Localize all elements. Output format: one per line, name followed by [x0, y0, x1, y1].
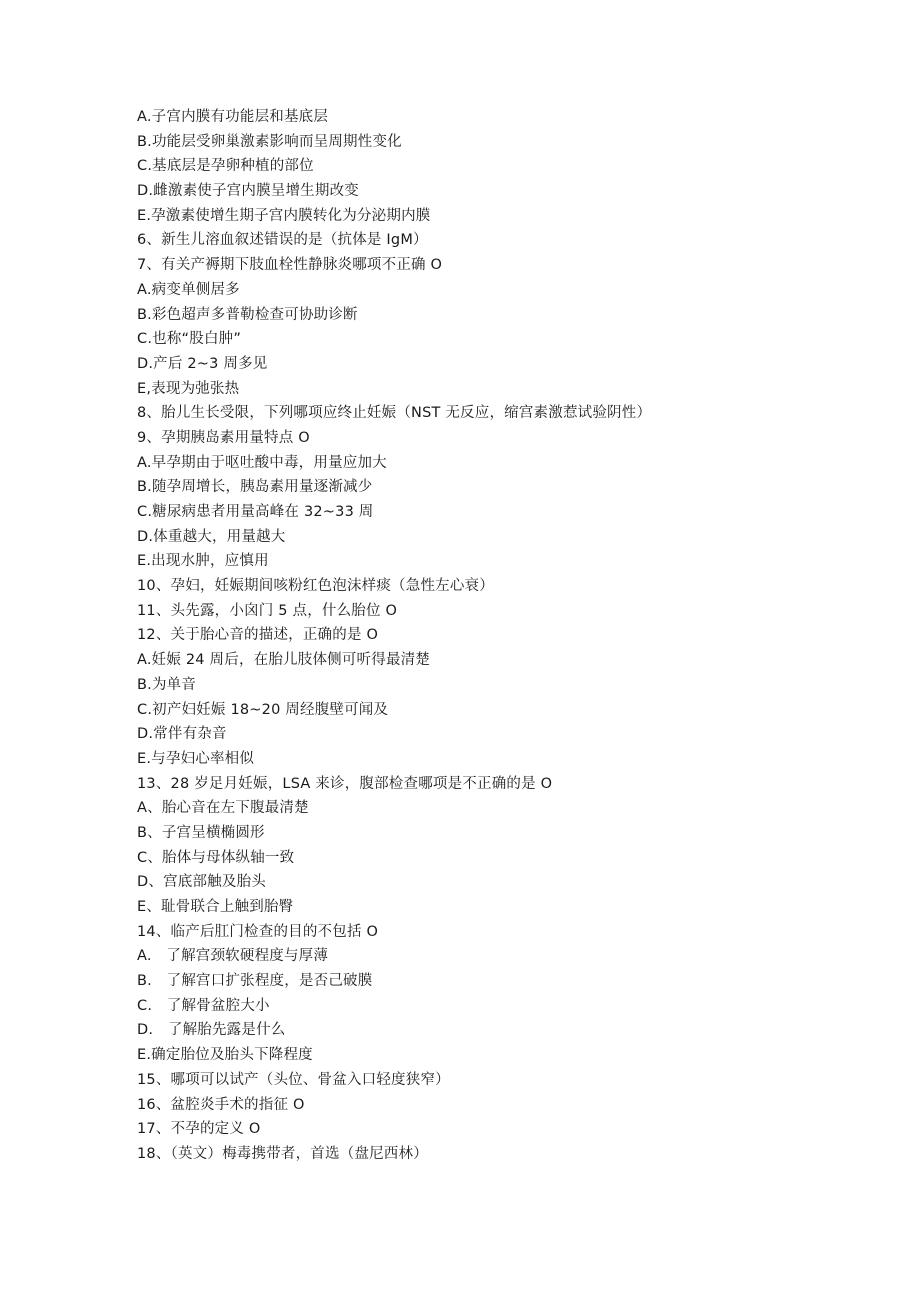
- question-line: 17、不孕的定义 O: [137, 1121, 261, 1138]
- option-line: E.孕激素使增生期子宫内膜转化为分泌期内膜: [137, 207, 431, 224]
- option-line: E.确定胎位及胎头下降程度: [137, 1047, 313, 1064]
- option-line: D. 了解胎先露是什么: [137, 1022, 286, 1039]
- option-line: A. 了解宫颈软硬程度与厚薄: [137, 948, 329, 965]
- option-line: C. 了解骨盆腔大小: [137, 997, 270, 1014]
- option-line: B.功能层受卵巢激素影响而呈周期性变化: [137, 133, 402, 150]
- option-line: B、子宫呈横椭圆形: [137, 824, 265, 841]
- option-line: B.彩色超声多普勒检查可协助诊断: [137, 306, 358, 323]
- document-body: [137, 105, 837, 1167]
- option-line: C.糖尿病患者用量高峰在 32~33 周: [137, 504, 374, 520]
- option-line: E.出现水肿，应慎用: [137, 553, 269, 570]
- option-line: C、胎体与母体纵轴一致: [137, 849, 295, 866]
- question-line: 7、有关产褥期下肢血栓性静脉炎哪项不正确 O: [137, 257, 443, 274]
- question-line: 10、孕妇，妊娠期间咳粉红色泡沫样痰（急性左心衰）: [137, 578, 494, 595]
- option-line: C.也称“股白肿”: [137, 331, 242, 348]
- question-line: 13、28 岁足月妊娠，LSA 来诊，腹部检查哪项是不正确的是 O: [137, 775, 553, 792]
- option-line: D.产后 2~3 周多见: [137, 355, 268, 372]
- option-line: E.与孕妇心率相似: [137, 750, 255, 767]
- option-line: B.随孕周增长，胰岛素用量逐渐减少: [137, 479, 373, 496]
- question-line: 11、头先露，小囟门 5 点，什么胎位 O: [137, 602, 398, 619]
- option-line: A、胎心音在左下腹最清楚: [137, 800, 309, 817]
- question-line: 12、关于胎心音的描述，正确的是 O: [137, 627, 379, 644]
- option-line: D.体重越大，用量越大: [137, 528, 286, 545]
- question-line: 15、哪项可以试产（头位、骨盆入口轻度狭窄）: [137, 1071, 450, 1088]
- option-line: C.初产妇妊娠 18~20 周经腹壁可闻及: [137, 701, 389, 718]
- option-line: A.妊娠 24 周后，在胎儿肢体侧可听得最清楚: [137, 652, 431, 669]
- option-line: A.早孕期由于呕吐酸中毒，用量应加大: [137, 454, 387, 471]
- question-line: 6、新生儿溶血叙述错误的是（抗体是 IgM）: [137, 232, 428, 249]
- option-line: A.子宫内膜有功能层和基底层: [137, 109, 329, 125]
- option-line: E、耻骨联合上触到胎臀: [137, 899, 294, 915]
- option-line: A.病变单侧居多: [137, 281, 240, 298]
- option-line: B. 了解宫口扩张程度，是否己破膜: [137, 973, 373, 990]
- question-line: 8、胎儿生长受限，下列哪项应终止妊娠（NST 无反应，缩宫素激惹试验阴性）: [137, 405, 652, 422]
- option-line: D、宫底部触及胎头: [137, 874, 266, 891]
- option-line: B.为单音: [137, 676, 197, 693]
- option-line: D.常伴有杂音: [137, 726, 227, 743]
- question-line: 9、孕期胰岛素用量特点 O: [137, 429, 310, 446]
- option-line: D.雌激素使子宫内膜呈增生期改变: [137, 183, 359, 200]
- question-line: 14、临产后肛门检查的目的不包括 O: [137, 923, 379, 940]
- option-line: E,表现为弛张热: [137, 380, 240, 397]
- question-line: 16、盆腔炎手术的指征 O: [137, 1096, 305, 1113]
- question-line: 18、（英文）梅毒携带者，首选（盘尼西林）: [137, 1145, 428, 1162]
- option-line: C.基底层是孕卵种植的部位: [137, 158, 314, 175]
